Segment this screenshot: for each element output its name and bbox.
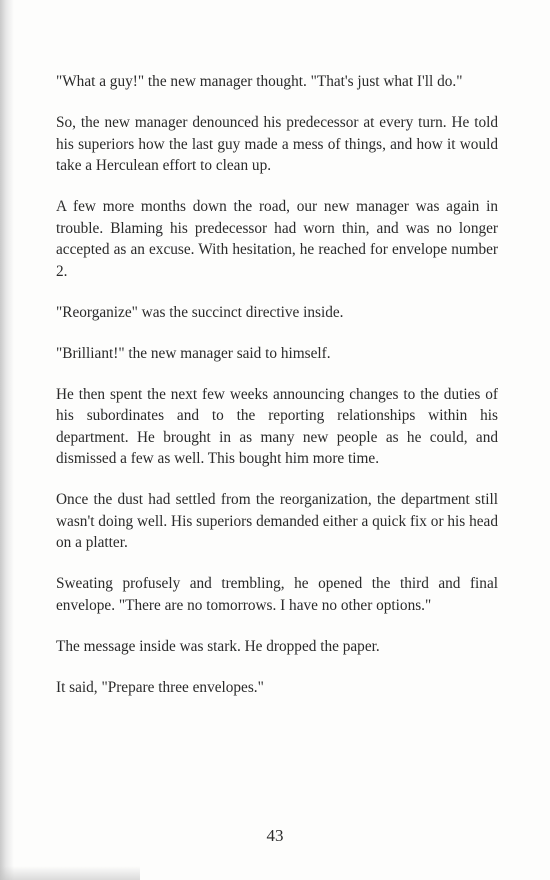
paragraph: "Reorganize" was the succinct directive inside. <box>56 303 344 321</box>
paragraph: "What a guy!" the new manager thought. "That's just what I'll do." <box>56 73 463 90</box>
page-body <box>56 71 498 718</box>
paragraph: It said, "Prepare three envelopes." <box>56 678 264 696</box>
page-number: 43 <box>266 826 284 845</box>
paragraph: The message inside was stark. He dropped the paper. <box>56 637 380 655</box>
paragraph: Once the dust had settled from the reorganization, the department still wasn't doing well. His superiors demanded either a quick fix or his head on a platter. <box>56 491 498 551</box>
bottom-shadow <box>0 866 140 880</box>
binding-shadow <box>0 0 14 880</box>
paragraph: So, the new manager denounced his predecessor at every turn. He told his superiors how the last guy made a mess of things, and how it would take a Herculean effort to clean up. <box>56 114 498 174</box>
paragraph: He then spent the next few weeks announcing changes to the duties of his subordinates and to the reporting relationships within his department. He brought in as many new people as he could, and dismissed a few as well. This bought him more time. <box>56 385 498 467</box>
paragraph: A few more months down the road, our new manager was again in trouble. Blaming his predecessor had worn thin, and was no longer accepted as an excuse. With hesitation, he reached for envelope number 2. <box>56 198 498 280</box>
paragraph: Sweating profusely and trembling, he opened the third and final envelope. "There are no tomorrows. I have no other options." <box>56 575 498 614</box>
paragraph: "Brilliant!" the new manager said to himself. <box>56 344 331 362</box>
